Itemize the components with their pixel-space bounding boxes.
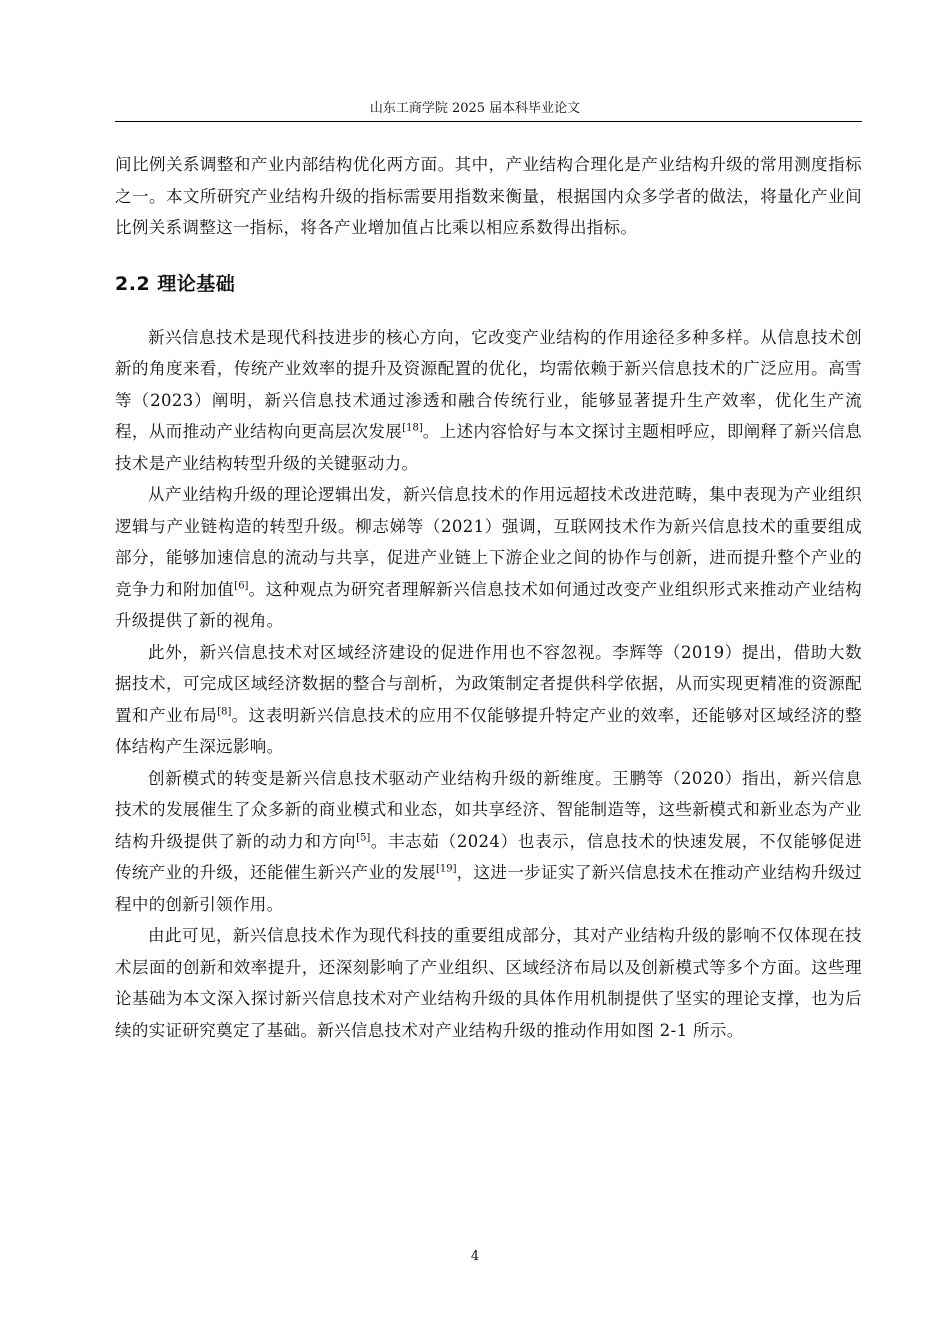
body-paragraph-1 (115, 322, 862, 480)
paragraph-text: 。这表明新兴信息技术的应用不仅能够提升特定产业的效率，还能够对区域经济的整体结构产生深远影响。 (115, 705, 862, 756)
citation-ref: [8] (217, 706, 232, 717)
paragraph-text: 从产业结构升级的理论逻辑出发，新兴信息技术的作用远超技术改进范畴，集中表现为产业组织逻辑与产业链构造的转型升级。柳志娣等（2021）强调，互联网技术作为新兴信息技术的重要组成部分，能够加速信息的流动与共享，促进产业链上下游企业之间的协作与创新，进而提升整个产业的竞争力和附加值 (115, 485, 862, 599)
header-divider (115, 121, 862, 122)
body-paragraph-3 (115, 637, 862, 763)
body-paragraph-5: 由此可见，新兴信息技术作为现代科技的重要组成部分，其对产业结构升级的影响不仅体现在技术层面的创新和效率提升，还深刻影响了产业组织、区域经济布局以及创新模式等多个方面。这些理论基础为本文深入探讨新兴信息技术对产业结构升级的具体作用机制提供了坚实的理论支撑，也为后续的实证研究奠定了基础。新兴信息技术对产业结构升级的推动作用如图 2-1 所示。 (115, 926, 862, 1040)
citation-ref: [5] (356, 832, 371, 843)
body-paragraph-4 (115, 763, 862, 921)
citation-ref: [6] (234, 580, 249, 591)
citation-ref: [19] (436, 863, 457, 875)
page-body (115, 149, 862, 1046)
paragraph-text: ，这进一步证实了新兴信息技术在推动产业结构升级过程中的创新引领作用。 (115, 863, 862, 914)
page-header: 山东工商学院 2025 届本科毕业论文 (369, 101, 581, 116)
citation-ref: [18] (402, 422, 423, 434)
paragraph-text: 此外，新兴信息技术对区域经济建设的促进作用也不容忽视。李辉等（2019）提出，借助大数据技术，可完成区域经济数据的整合与剖析，为政策制定者提供科学依据，从而实现更精准的资源配置和产业布局 (115, 642, 862, 725)
paragraph-text: 。上述内容恰好与本文探讨主题相呼应，即阐释了新兴信息技术是产业结构转型升级的关键驱动力。 (115, 422, 863, 473)
paragraph-text: 。丰志茹（2024）也表示，信息技术的快速发展，不仅能够促进传统产业的升级，还能催生新兴产业的发展 (115, 831, 862, 882)
page-number: 4 (470, 1249, 480, 1264)
paragraph-text: 新兴信息技术是现代科技进步的核心方向，它改变产业结构的作用途径多种多样。从信息技术创新的角度来看，传统产业效率的提升及资源配置的优化，均需依赖于新兴信息技术的广泛应用。高雪等（2023）阐明，新兴信息技术通过渗透和融合传统行业，能够显著提升生产效率，优化生产流程，从而推动产业结构向更高层次发展 (115, 327, 862, 441)
intro-paragraph: 间比例关系调整和产业内部结构优化两方面。其中，产业结构合理化是产业结构升级的常用测度指标之一。本文所研究产业结构升级的指标需要用指数来衡量，根据国内众多学者的做法，将量化产业间比例关系调整这一指标，将各产业增加值占比乘以相应系数得出指标。 (115, 155, 862, 237)
section-title: 2.2 理论基础 (115, 272, 236, 295)
paragraph-text: 创新模式的转变是新兴信息技术驱动产业结构升级的新维度。王鹏等（2020）指出，新兴信息技术的发展催生了众多新的商业模式和业态，如共享经济、智能制造等，这些新模式和新业态为产业结构升级提供了新的动力和方向 (115, 768, 862, 851)
body-paragraph-2 (115, 479, 862, 637)
paragraph-text: 。这种观点为研究者理解新兴信息技术如何通过改变产业组织形式来推动产业结构升级提供了新的视角。 (115, 579, 862, 630)
